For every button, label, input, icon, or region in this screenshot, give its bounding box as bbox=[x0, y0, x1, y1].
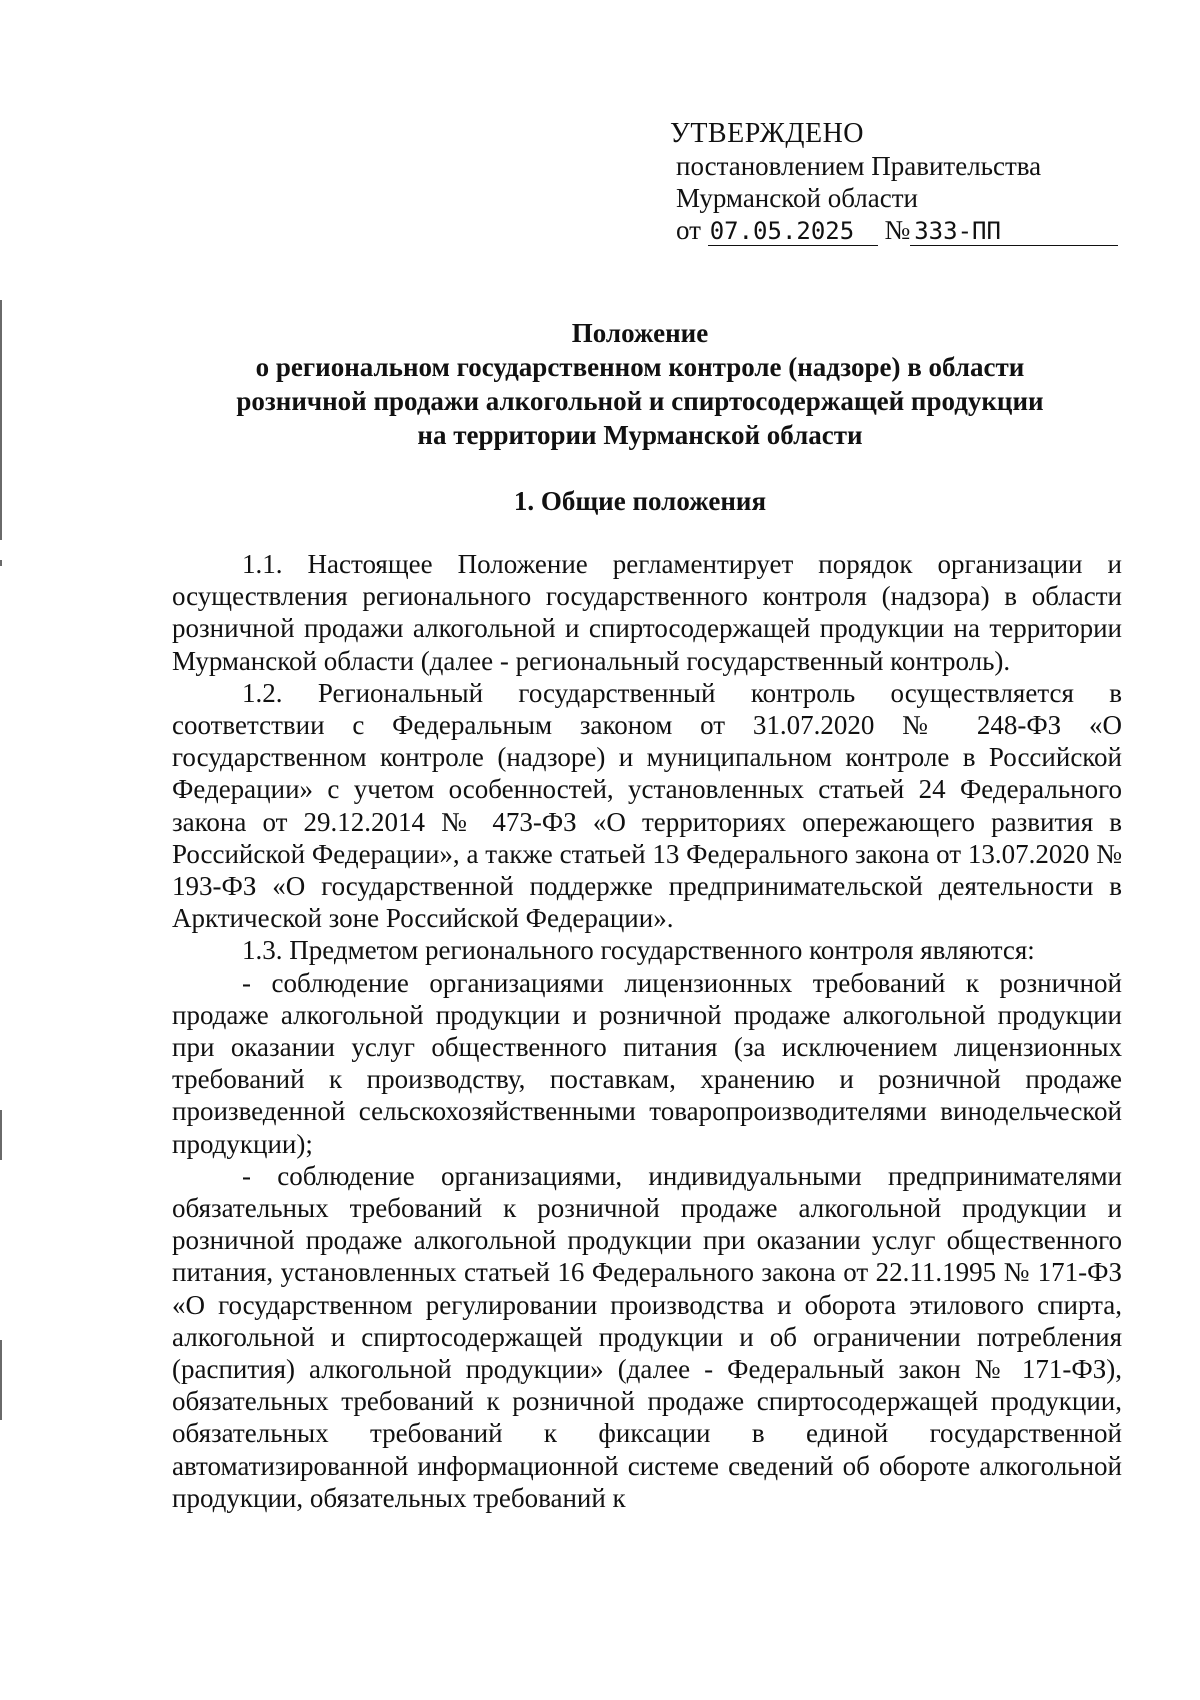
document-body bbox=[172, 548, 1122, 1514]
approval-number: 333-ПП bbox=[910, 217, 1118, 246]
document-title bbox=[160, 316, 1120, 452]
paragraph-1-3-item-1: - соблюдение организациями лицензионных требований к розничной продаже алкогольной продукции и розничной продаже алкогольной продукции при оказании услуг общественного питания (за исключением лицензионных требований к производству, поставкам, хранению и розничной продаже произведенной сельскохозяйственными товаропроизводителями винодельческой продукции); bbox=[172, 967, 1122, 1159]
scan-edge-mark bbox=[0, 300, 2, 540]
section-heading: 1. Общие положения bbox=[513, 486, 767, 516]
date-prefix: от bbox=[676, 215, 701, 245]
scan-edge-mark bbox=[0, 1340, 2, 1420]
title-line-3: розничной продажи алкогольной и спиртосодержащей продукции bbox=[236, 386, 1044, 416]
approval-issuer-line: постановлением Правительства bbox=[676, 151, 1042, 181]
scan-edge-mark bbox=[0, 1110, 2, 1160]
approval-date-number-line bbox=[676, 214, 1130, 246]
approved-label: УТВЕРЖДЕНО bbox=[670, 118, 865, 149]
paragraph-1-1: 1.1. Настоящее Положение регламентирует порядок организации и осуществления регионального государственного контроля (надзора) в области розничной продажи алкогольной и спиртосодержащей продукции на территории Мурманской области (далее - региональный государственный контроль). bbox=[172, 549, 1122, 676]
approval-region-line: Мурманской области bbox=[676, 183, 918, 213]
title-line-1: Положение bbox=[571, 318, 709, 348]
paragraph-1-3-item-2: - соблюдение организациями, индивидуальными предпринимателями обязательных требований к розничной продаже алкогольной продукции и розничной продаже алкогольной продукции при оказании услуг общественного питания, установленных статьей 16 Федерального закона от 22.11.1995 № 171-ФЗ «О государственном регулировании производства и оборота этилового спирта, алкогольной и спиртосодержащей продукции и об ограничении потребления (распития) алкогольной продукции» (далее - Федеральный закон № 171-ФЗ), обязательных требований к розничной продаже спиртосодержащей продукции, обязательных требований к фиксации в единой государственной автоматизированной информационной системе сведений об обороте алкогольной продукции, обязательных требований к bbox=[172, 1160, 1122, 1513]
approval-date: 07.05.2025 bbox=[708, 217, 878, 246]
number-prefix: № bbox=[884, 215, 911, 245]
paragraph-1-3: 1.3. Предметом регионального государственного контроля являются: bbox=[242, 935, 1035, 966]
paragraph-1-2: 1.2. Региональный государственный контроль осуществляется в соответствии с Федеральным законом от 31.07.2020 № 248-ФЗ «О государственном контроле (надзоре) и муниципальном контроле в Российской Федерации» с учетом особенностей, установленных статьей 24 Федерального закона от 29.12.2014 № 473-ФЗ «О территориях опережающего развития в Российской Федерации», а также статьей 13 Федерального закона от 13.07.2020 № 193-ФЗ «О государственной поддержке предпринимательской деятельности в Арктической зоне Российской Федерации». bbox=[172, 677, 1122, 934]
title-line-4: на территории Мурманской области bbox=[417, 420, 863, 450]
scan-edge-mark bbox=[0, 560, 2, 566]
approval-stamp-block bbox=[670, 118, 1130, 246]
title-line-2: о региональном государственном контроле (надзоре) в области bbox=[255, 352, 1025, 382]
